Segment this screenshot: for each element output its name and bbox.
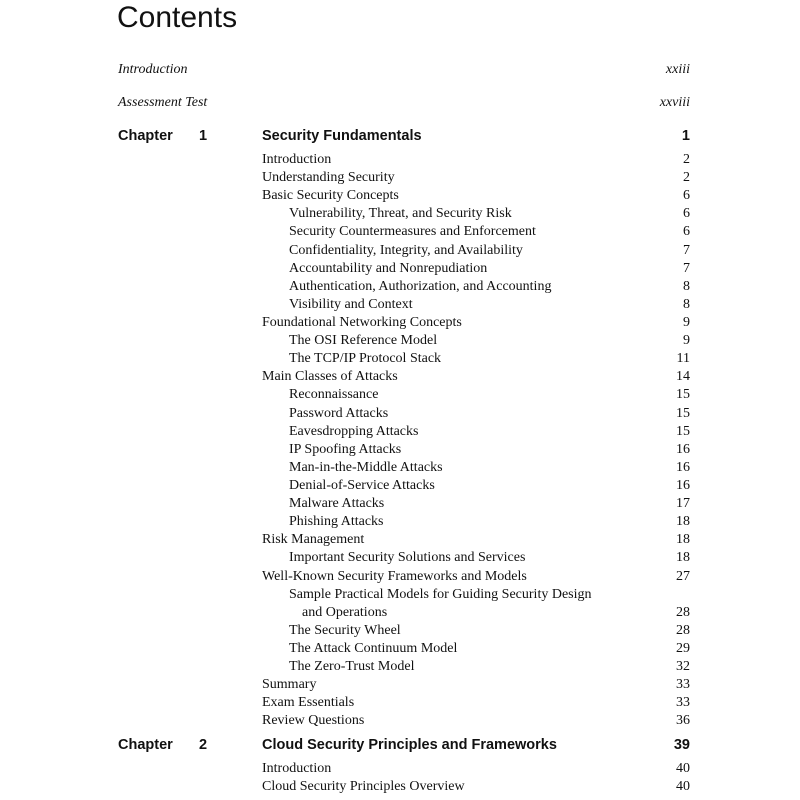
toc-entry-title: Security Countermeasures and Enforcement (289, 224, 536, 240)
toc-entry-title: The OSI Reference Model (289, 333, 438, 349)
toc-entry-title: Cloud Security Principles Overview (262, 779, 465, 795)
chapter-word: Chapter (118, 128, 173, 144)
toc-page-number: 9 (683, 333, 690, 349)
toc-page-number: 18 (676, 532, 690, 548)
chapter-1-heading[interactable] (118, 126, 690, 146)
chapter-2-entries (262, 760, 690, 796)
toc-page-number: 14 (676, 369, 690, 385)
toc-entry-title: Phishing Attacks (289, 514, 384, 530)
toc-entry-title: IP Spoofing Attacks (289, 441, 402, 457)
toc-introduction[interactable] (118, 60, 690, 80)
toc-entry-title: Authentication, Authorization, and Accounting (289, 278, 552, 294)
toc-entry[interactable] (262, 260, 690, 278)
toc-entry-title: The Security Wheel (289, 622, 401, 638)
toc-entry-title: Introduction (262, 152, 332, 167)
toc-entry-title: Denial-of-Service Attacks (289, 477, 435, 493)
toc-page-number: 9 (683, 314, 690, 330)
toc-entry-title: Sample Practical Models for Guiding Security Design (289, 586, 592, 602)
chapter-title: Security Fundamentals (262, 128, 422, 144)
toc-entry-title: Review Questions (262, 713, 365, 729)
toc-entry-title: Understanding Security (262, 170, 395, 186)
toc-entry[interactable] (262, 778, 690, 796)
toc-entry[interactable] (262, 513, 690, 531)
toc-page-number: 29 (676, 640, 690, 656)
toc-page-number: 15 (676, 423, 690, 439)
toc-page-number: 40 (676, 761, 690, 776)
toc-page-number: 17 (676, 496, 690, 512)
chapter-number: 2 (199, 737, 208, 753)
toc-entry[interactable] (262, 368, 690, 386)
toc-entry[interactable] (262, 676, 690, 694)
toc-entry-title: Important Security Solutions and Services (289, 550, 526, 566)
toc-entry[interactable] (262, 549, 690, 567)
toc-page-number: 16 (676, 459, 690, 475)
toc-page-number: 15 (676, 405, 690, 421)
toc-page-number: 28 (676, 622, 690, 638)
toc-entry[interactable] (262, 441, 690, 459)
toc-entry[interactable] (262, 760, 690, 778)
toc-entry[interactable] (262, 694, 690, 712)
toc-page-number: 2 (683, 170, 690, 186)
toc-entry[interactable] (262, 622, 690, 640)
toc-entry[interactable] (262, 495, 690, 513)
toc-entry[interactable] (262, 169, 690, 187)
toc-entry-title: Man-in-the-Middle Attacks (289, 459, 443, 475)
toc-entry-title: Accountability and Nonrepudiation (289, 260, 488, 276)
toc-page-number: 7 (683, 260, 690, 276)
toc-assessment-test[interactable] (118, 93, 690, 113)
toc-entry-title: The Attack Continuum Model (289, 640, 458, 656)
chapter-word: Chapter (118, 737, 173, 753)
toc-entry-title: Foundational Networking Concepts (262, 314, 462, 330)
toc-page-number: 6 (683, 224, 690, 240)
toc-entry-title: Eavesdropping Attacks (289, 423, 419, 439)
toc-page-number: 40 (676, 779, 690, 795)
chapter-number: 1 (199, 128, 208, 144)
toc-entry[interactable] (262, 658, 690, 676)
toc-page-number: 33 (676, 695, 690, 711)
toc-entry-title: Vulnerability, Threat, and Security Risk (289, 206, 512, 222)
toc-entry-title: Exam Essentials (262, 695, 355, 711)
toc-entry[interactable] (262, 278, 690, 296)
toc-page-number: 16 (676, 441, 690, 457)
toc-page-number: 15 (676, 387, 690, 403)
toc-entry[interactable] (262, 151, 690, 169)
toc-entry-title: Introduction (262, 761, 332, 776)
toc-page-number: 2 (683, 152, 690, 167)
toc-entry-title: Confidentiality, Integrity, and Availability (289, 242, 523, 258)
toc-entry[interactable] (262, 712, 690, 730)
toc-entry[interactable] (262, 350, 690, 368)
toc-entry-title: Password Attacks (289, 405, 389, 421)
toc-page-number: 8 (683, 278, 690, 294)
toc-entry[interactable] (262, 586, 690, 604)
toc-entry[interactable] (262, 296, 690, 314)
toc-label: Assessment Test (118, 95, 208, 110)
toc-entry[interactable] (262, 187, 690, 205)
toc-page-number: 33 (676, 677, 690, 693)
toc-entry[interactable] (262, 314, 690, 332)
toc-entry[interactable] (262, 242, 690, 260)
toc-entry[interactable] (262, 386, 690, 404)
page-title: Contents (117, 1, 238, 34)
toc-entry-title: Malware Attacks (289, 496, 385, 512)
toc-label: Introduction (118, 62, 188, 77)
toc-page-number: xxiii (665, 62, 690, 77)
toc-page-number: 6 (683, 206, 690, 222)
toc-page-number: 28 (676, 604, 690, 620)
toc-page-number: 11 (676, 351, 690, 367)
toc-page-number: 18 (676, 550, 690, 566)
toc-entry-title: Risk Management (262, 532, 365, 548)
toc-entry[interactable] (262, 477, 690, 495)
toc-page-number: 36 (676, 713, 690, 729)
toc-page-number: 6 (683, 188, 690, 204)
toc-entry-title: The Zero-Trust Model (289, 659, 415, 675)
toc-entry-title: Main Classes of Attacks (262, 369, 398, 385)
toc-entry[interactable] (262, 423, 690, 441)
toc-entry-title: Summary (262, 677, 317, 693)
toc-entry-title: Reconnaissance (289, 387, 379, 403)
chapter-page-number: 39 (673, 737, 690, 753)
chapter-title: Cloud Security Principles and Frameworks (262, 737, 557, 753)
toc-page-number: 18 (676, 514, 690, 530)
toc-entry-title: Basic Security Concepts (262, 188, 399, 204)
toc-entry[interactable] (262, 223, 690, 241)
chapter-1-entries (262, 151, 690, 731)
toc-entry-title: and Operations (302, 604, 388, 620)
toc-entry[interactable] (262, 332, 690, 350)
toc-entry-title: Well-Known Security Frameworks and Models (262, 568, 527, 584)
toc-page-number: 8 (683, 296, 690, 312)
toc-entry-title: Visibility and Context (289, 296, 413, 312)
toc-page-number: xxviii (659, 95, 690, 110)
toc-entry[interactable] (262, 459, 690, 477)
toc-entry[interactable] (262, 205, 690, 223)
toc-entry-title: The TCP/IP Protocol Stack (289, 351, 442, 367)
toc-page-number: 27 (676, 568, 690, 584)
toc-page-number: 7 (683, 242, 690, 258)
toc-page-number: 16 (676, 477, 690, 493)
chapter-2-heading[interactable] (118, 735, 690, 755)
toc-page-number: 32 (676, 659, 690, 675)
toc-entry-continuation[interactable] (262, 604, 690, 622)
toc-entry[interactable] (262, 568, 690, 586)
toc-entry[interactable] (262, 640, 690, 658)
chapter-page-number: 1 (681, 128, 690, 144)
toc-entry[interactable] (262, 531, 690, 549)
toc-entry[interactable] (262, 405, 690, 423)
